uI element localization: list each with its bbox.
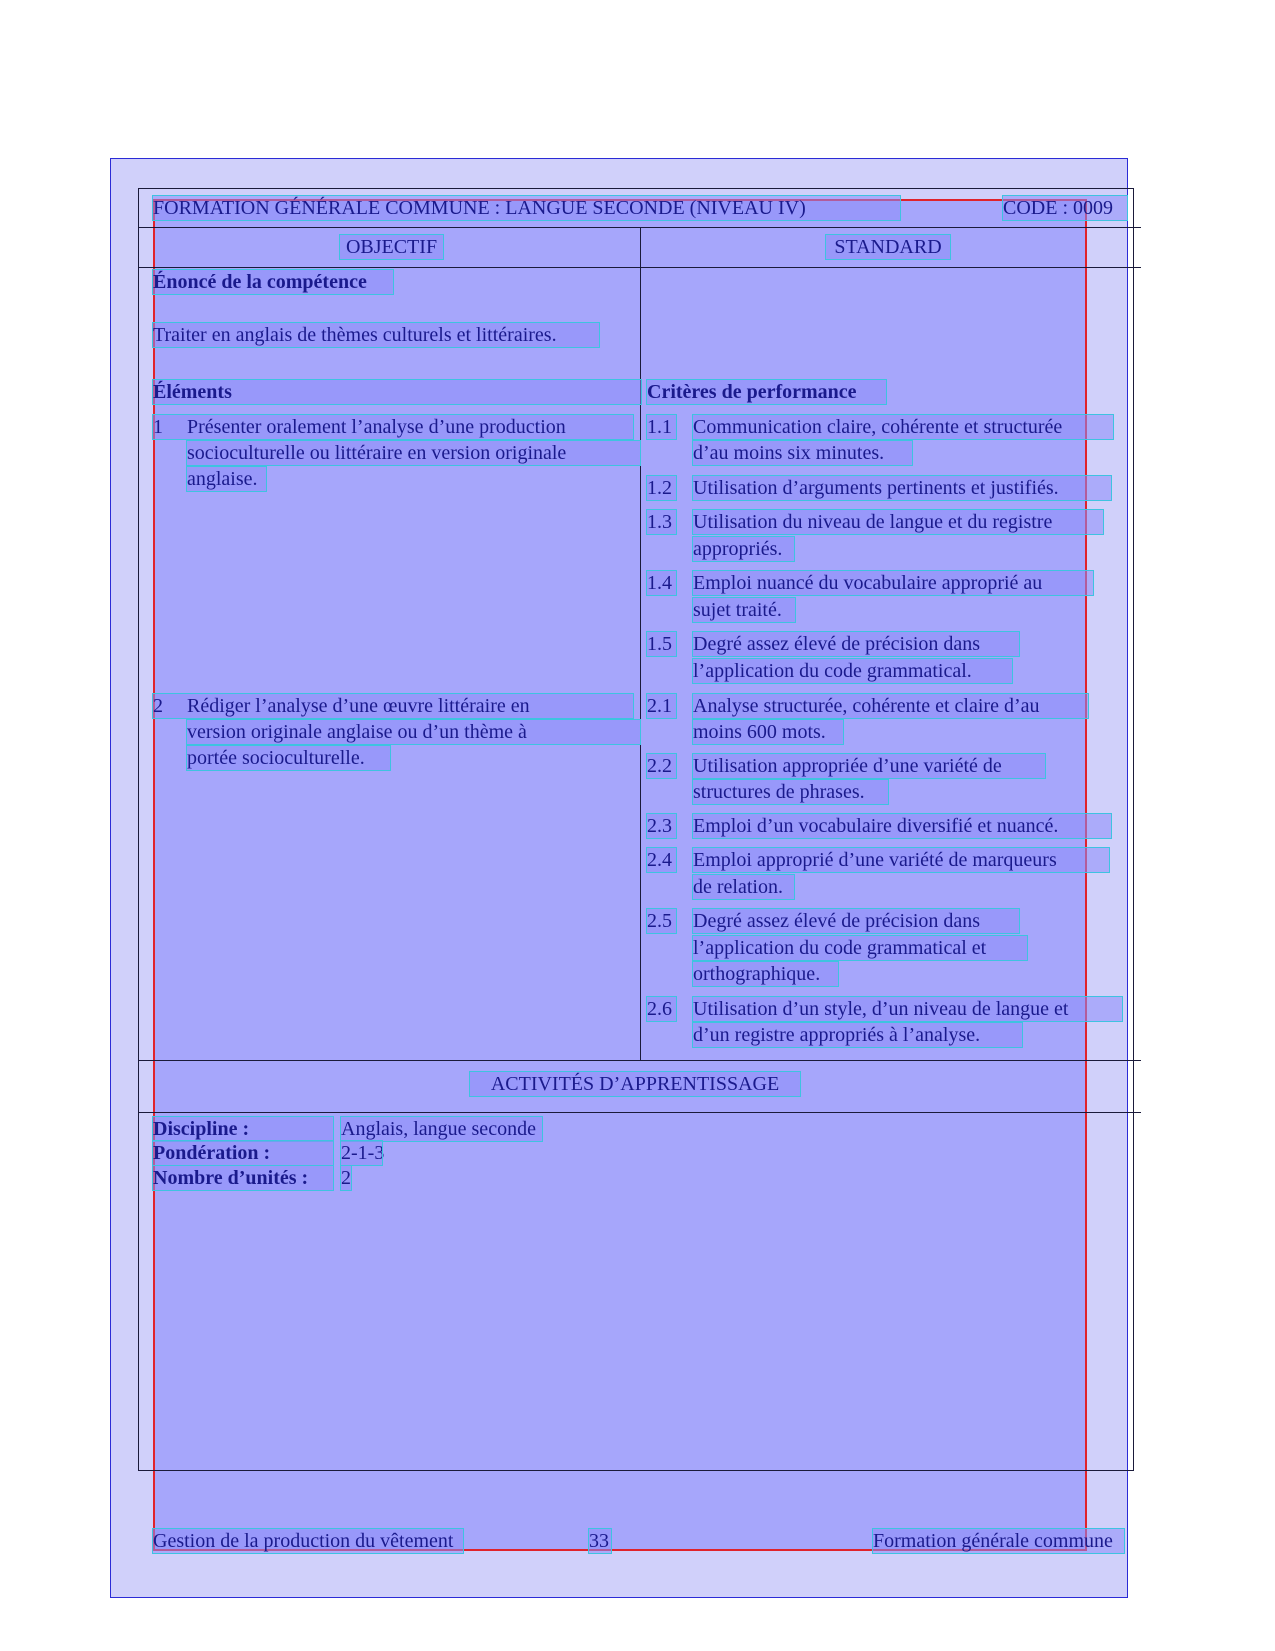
criterion-line: Utilisation appropriée d’une variété de [693,754,1045,778]
discipline-value: Anglais, langue seconde [341,1117,542,1141]
criterion-line: l’application du code grammatical et [693,936,1027,960]
criterion-num: 2.5 [647,909,676,933]
criterion-line: Utilisation d’arguments pertinents et justifiés. [693,476,1111,500]
criterion-line: Analyse structurée, cohérente et claire d’au [693,694,1088,718]
criterion-line: l’application du code grammatical. [693,659,1012,683]
criterion-line: Emploi approprié d’une variété de marqueurs [693,848,1109,872]
element-1-line-1: 1 Présenter oralement l’analyse d’une production [153,415,633,439]
discipline-label: Discipline : [153,1117,333,1141]
criterion-line: Communication claire, cohérente et structurée [693,415,1113,439]
criterion-line: Emploi d’un vocabulaire diversifié et nuancé. [693,814,1111,838]
criterion-line: appropriés. [693,537,794,561]
criterion-num: 1.5 [647,632,676,656]
criterion-line: Utilisation d’un style, d’un niveau de langue et [693,997,1122,1021]
competence-text: Traiter en anglais de thèmes culturels et littéraires. [153,323,599,347]
element-2-line-1: 2 Rédiger l’analyse d’une œuvre littéraire en [153,694,633,718]
criterion-num: 2.4 [647,848,676,872]
element-2-line-2: version originale anglaise ou d’un thème à [187,720,640,744]
ponderation-value: 2-1-3 [341,1142,385,1164]
criterion-num: 1.2 [647,476,676,500]
criterion-num: 2.1 [647,694,676,718]
column-standard: STANDARD [826,235,950,259]
element-1-line-3: anglaise. [187,467,266,491]
units-value: 2 [341,1167,351,1189]
criterion-num: 2.6 [647,997,676,1021]
footer-right: Formation générale commune [873,1529,1124,1553]
criterion-line: orthographique. [693,962,838,986]
units-label: Nombre d’unités : [153,1166,333,1190]
criterion-num: 1.4 [647,571,676,595]
competence-label: Énoncé de la compétence [153,270,393,294]
footer-left: Gestion de la production du vêtement [153,1529,463,1553]
criterion-num: 1.3 [647,510,676,534]
criterion-line: d’au moins six minutes. [693,441,912,465]
elements-label: Éléments [153,380,641,404]
criterion-line: sujet traité. [693,598,795,622]
criterion-line: moins 600 mots. [693,720,843,744]
criterion-line: Degré assez élevé de précision dans [693,909,1019,933]
element-2-line-3: portée socioculturelle. [187,746,390,770]
form-title: FORMATION GÉNÉRALE COMMUNE : LANGUE SECONDE (NIVEAU IV) [153,196,900,220]
criterion-num: 2.2 [647,754,676,778]
page-number: 33 [589,1530,609,1552]
element-1-line-2: socioculturelle ou littéraire en version originale [187,441,640,465]
criterion-num: 1.1 [647,415,676,439]
activities-title: ACTIVITÉS D’APPRENTISSAGE [470,1072,800,1096]
criterion-num: 2.3 [647,814,676,838]
form-code: CODE : 0009 [1003,196,1127,220]
column-objectif: OBJECTIF [340,235,443,259]
criterion-line: Utilisation du niveau de langue et du registre [693,510,1103,534]
criterion-line: Emploi nuancé du vocabulaire approprié au [693,571,1093,595]
criterion-line: d’un registre appropriés à l’analyse. [693,1023,1022,1047]
ponderation-label: Pondération : [153,1141,333,1165]
criterion-line: de relation. [693,875,794,899]
criterion-line: structures de phrases. [693,780,888,804]
criterion-line: Degré assez élevé de précision dans [693,632,1019,656]
column-divider [640,227,641,1060]
activities-bottom-rule [138,1112,1141,1113]
criteria-label: Critères de performance [647,380,886,404]
activities-top-rule [138,1060,1141,1061]
